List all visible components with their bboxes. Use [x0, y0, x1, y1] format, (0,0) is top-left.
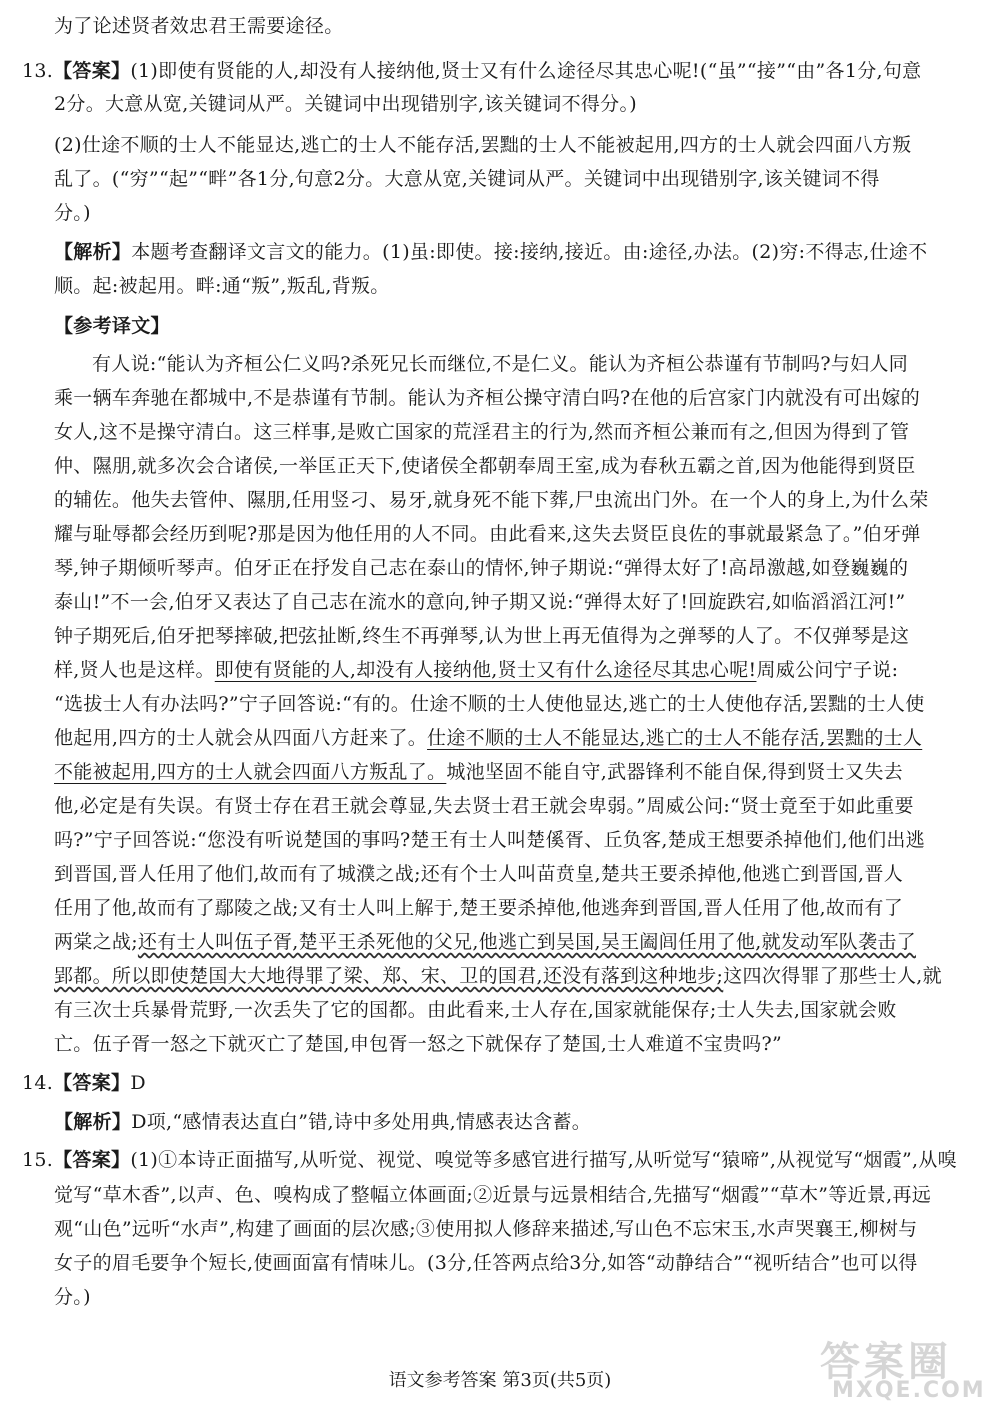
text-line [54, 624, 909, 648]
text-segment: “选拔士人有办法吗?”宁子回答说:“有的。仕途不顺的士人使他显达,逃亡的士人使他存活,罢黜的士人使 [54, 693, 925, 715]
text-segment: 乱了。(“穷”“起”“畔”各1分,句意2分。大意从宽,关键词从严。关键词中出现错别字,该关键词不得 [54, 168, 880, 190]
text-segment: (1)①本诗正面描写,从听觉、视觉、嗅觉等多感官进行描写,从听觉写“猿啼”,从视觉写“烟霞”,从嗅 [130, 1149, 957, 1171]
text-segment: 15. [22, 1149, 54, 1171]
text-segment: 14. [22, 1072, 54, 1094]
text-line [54, 274, 390, 298]
text-segment: 仕途不顺的士人不能显达,逃亡的士人不能存活,罢黜的士人 [427, 727, 923, 749]
watermark-text-top: 答案圈 [820, 1339, 952, 1385]
text-segment: 女子的眉毛要争个短长,使画面富有情味儿。(3分,任答两点给3分,如答“动静结合”“视听结合”也可以得 [54, 1252, 918, 1274]
text-segment: 吗?”宁子回答说:“您没有听说楚国的事吗?楚王有士人叫楚傒胥、丘负客,楚成王想要杀掉他们,他们出逃 [54, 829, 925, 851]
text-segment: 郢都。所以即使楚国大大地得罪了梁、郑、宋、卫的国君,还没有落到这种地步; [54, 965, 724, 987]
section-label: 【答案】 [53, 60, 131, 82]
text-segment: 他起用,四方的士人就会从四面八方赶来了。 [54, 727, 428, 749]
text-line [22, 1148, 957, 1172]
text-line [54, 998, 897, 1022]
text-line [54, 201, 91, 225]
text-line [54, 862, 903, 886]
text-segment: 两棠之战; [54, 931, 138, 953]
text-segment: 泰山!”不一会,伯牙又表达了自己志在流水的意向,钟子期又说:“弹得太好了!回旋跌宕,如临滔滔江河!” [54, 591, 906, 613]
text-segment: 2分。大意从宽,关键词从严。关键词中出现错别字,该关键词不得分。) [54, 93, 637, 115]
text-line [54, 14, 344, 38]
text-segment: 这四次得罪了那些士人,就 [723, 965, 942, 987]
text-line [92, 352, 908, 376]
text-line [54, 240, 927, 264]
text-segment: 分。) [54, 1286, 91, 1308]
text-segment: 仲、隰朋,就多次会合诸侯,一举匡正天下,使诸侯全都朝奉周王室,成为春秋五霸之首,因为他能得到贤臣 [54, 455, 916, 477]
text-line [54, 1183, 931, 1207]
text-segment: 琴,钟子期倾听琴声。伯牙正在抒发自己志在泰山的情怀,钟子期说:“弹得太好了!高昂激越,如登巍巍的 [54, 557, 909, 579]
text-line [54, 133, 911, 157]
section-label: 【参考译文】 [54, 315, 170, 337]
text-segment: 城池坚固不能自守,武器锋利不能自保,得到贤士又失去 [446, 761, 903, 783]
text-line [54, 930, 916, 954]
text-line [54, 1217, 917, 1241]
text-segment: 觉写“草木香”,以声、色、嗅构成了整幅立体画面;②近景与远景相结合,先描写“烟霞”“草木”等近景,再远 [54, 1184, 932, 1206]
text-segment: 分。) [54, 202, 91, 224]
text-line [54, 794, 914, 818]
text-segment: 顺。起:被起用。畔:通“叛”,叛乱,背叛。 [54, 275, 390, 297]
text-segment: 钟子期死后,伯牙把琴摔破,把弦扯断,终生不再弹琴,认为世上再无值得为之弹琴的人了。不仅弹琴是这 [54, 625, 910, 647]
watermark-logo [812, 1330, 986, 1410]
text-segment: D [130, 1072, 146, 1094]
section-label: 【答案】 [53, 1149, 131, 1171]
text-segment: 周威公问宁子说: [756, 659, 899, 681]
text-line [54, 896, 903, 920]
text-line [54, 556, 908, 580]
text-line [54, 167, 880, 191]
text-segment: 即使有贤能的人,却没有人接纳他,贤士又有什么途径尽其忠心呢! [214, 659, 757, 681]
text-line [54, 590, 906, 614]
text-segment: (2)仕途不顺的士人不能显达,逃亡的士人不能存活,罢黜的士人不能被起用,四方的士人就会四面八方叛 [54, 134, 912, 156]
section-label: 【答案】 [53, 1072, 131, 1094]
text-line [54, 1110, 591, 1134]
text-line [54, 92, 637, 116]
text-segment: 乘一辆车奔驰在都城中,不是恭谨有节制。能认为齐桓公操守清白吗?在他的后宫家门内就没有可出嫁的 [54, 387, 921, 409]
text-line [54, 454, 916, 478]
text-segment: 本题考查翻译文言文的能力。(1)虽:即使。接:接纳,接近。由:途径,办法。(2)穷:不得志,仕途不 [131, 241, 928, 263]
text-segment: 有人说:“能认为齐桓公仁义吗?杀死兄长而继位,不是仁义。能认为齐桓公恭谨有节制吗?与妇人同 [92, 353, 909, 375]
text-line [54, 1285, 91, 1309]
text-line [54, 828, 925, 852]
text-line [54, 488, 929, 512]
text-segment: 任用了他,故而有了鄢陵之战;又有士人叫上解于,楚王要杀掉他,他逃奔到晋国,晋人任用了他,故而有了 [54, 897, 904, 919]
text-segment: 到晋国,晋人任用了他们,故而有了城濮之战;还有个士人叫苗贲皇,楚共王要杀掉他,他逃亡到晋国,晋人 [54, 863, 904, 885]
text-line [54, 314, 170, 338]
text-line [54, 692, 925, 716]
text-segment: 女人,这不是操守清白。这三样事,是败亡国家的荒淫君主的行为,然而齐桓公兼而有之,但因为得到了管 [54, 421, 910, 443]
text-line [22, 1071, 146, 1095]
text-line [54, 760, 903, 784]
text-line [54, 658, 898, 682]
text-segment: 观“山色”远听“水声”,构建了画面的层次感;③使用拟人修辞来描述,写山色不忘宋玉,水声哭襄王,柳树与 [54, 1218, 918, 1240]
text-segment: (1)即使有贤能的人,却没有人接纳他,贤士又有什么途径尽其忠心呢!(“虽”“接”“由”各1分,句意 [130, 60, 922, 82]
text-line [54, 726, 922, 750]
text-line [54, 522, 921, 546]
text-segment: 的辅佐。他失去管仲、隰朋,任用竖刁、易牙,就身死不能下葬,尸虫流出门外。在一个人的身上,为什么荣 [54, 489, 929, 511]
text-segment: 为了论述贤者效忠君王需要途径。 [54, 15, 344, 37]
text-segment: 不能被起用,四方的士人就会四面八方叛乱了。 [54, 761, 447, 783]
text-line [22, 59, 921, 83]
text-segment: 耀与耻辱都会经历到呢?那是因为他任用的人不同。由此看来,这失去贤臣良佐的事就最紧急了。”伯牙弹 [54, 523, 921, 545]
text-segment: 有三次士兵暴骨荒野,一次丢失了它的国都。由此看来,士人存在,国家就能保存;士人失去,国家就会败 [54, 999, 897, 1021]
text-segment: 亡。伍子胥一怒之下就灭亡了楚国,申包胥一怒之下就保存了楚国,士人难道不宝贵吗?” [54, 1033, 782, 1055]
text-line [54, 1251, 918, 1275]
text-segment: 他,必定是有失误。有贤士存在君王就会尊显,失去贤士君王就会卑弱。”周威公问:“贤士竟至于如此重要 [54, 795, 914, 817]
text-segment: D项,“感情表达直白”错,诗中多处用典,情感表达含蓄。 [131, 1111, 592, 1133]
text-segment: 13. [22, 60, 54, 82]
section-label: 【解析】 [54, 241, 132, 263]
text-line [54, 964, 942, 988]
text-line [54, 386, 920, 410]
text-line [54, 420, 909, 444]
text-segment: 样,贤人也是这样。 [54, 659, 215, 681]
watermark-text-bottom: MXQE.COM [832, 1378, 986, 1403]
section-label: 【解析】 [54, 1111, 132, 1133]
text-segment: 还有士人叫伍子胥,楚平王杀死他的父兄,他逃亡到吴国,吴王阖闾任用了他,就发动军队袭击了 [137, 931, 916, 953]
page-footer: 语文参考答案 第3页(共5页) [388, 1370, 612, 1391]
text-line [54, 1032, 782, 1056]
